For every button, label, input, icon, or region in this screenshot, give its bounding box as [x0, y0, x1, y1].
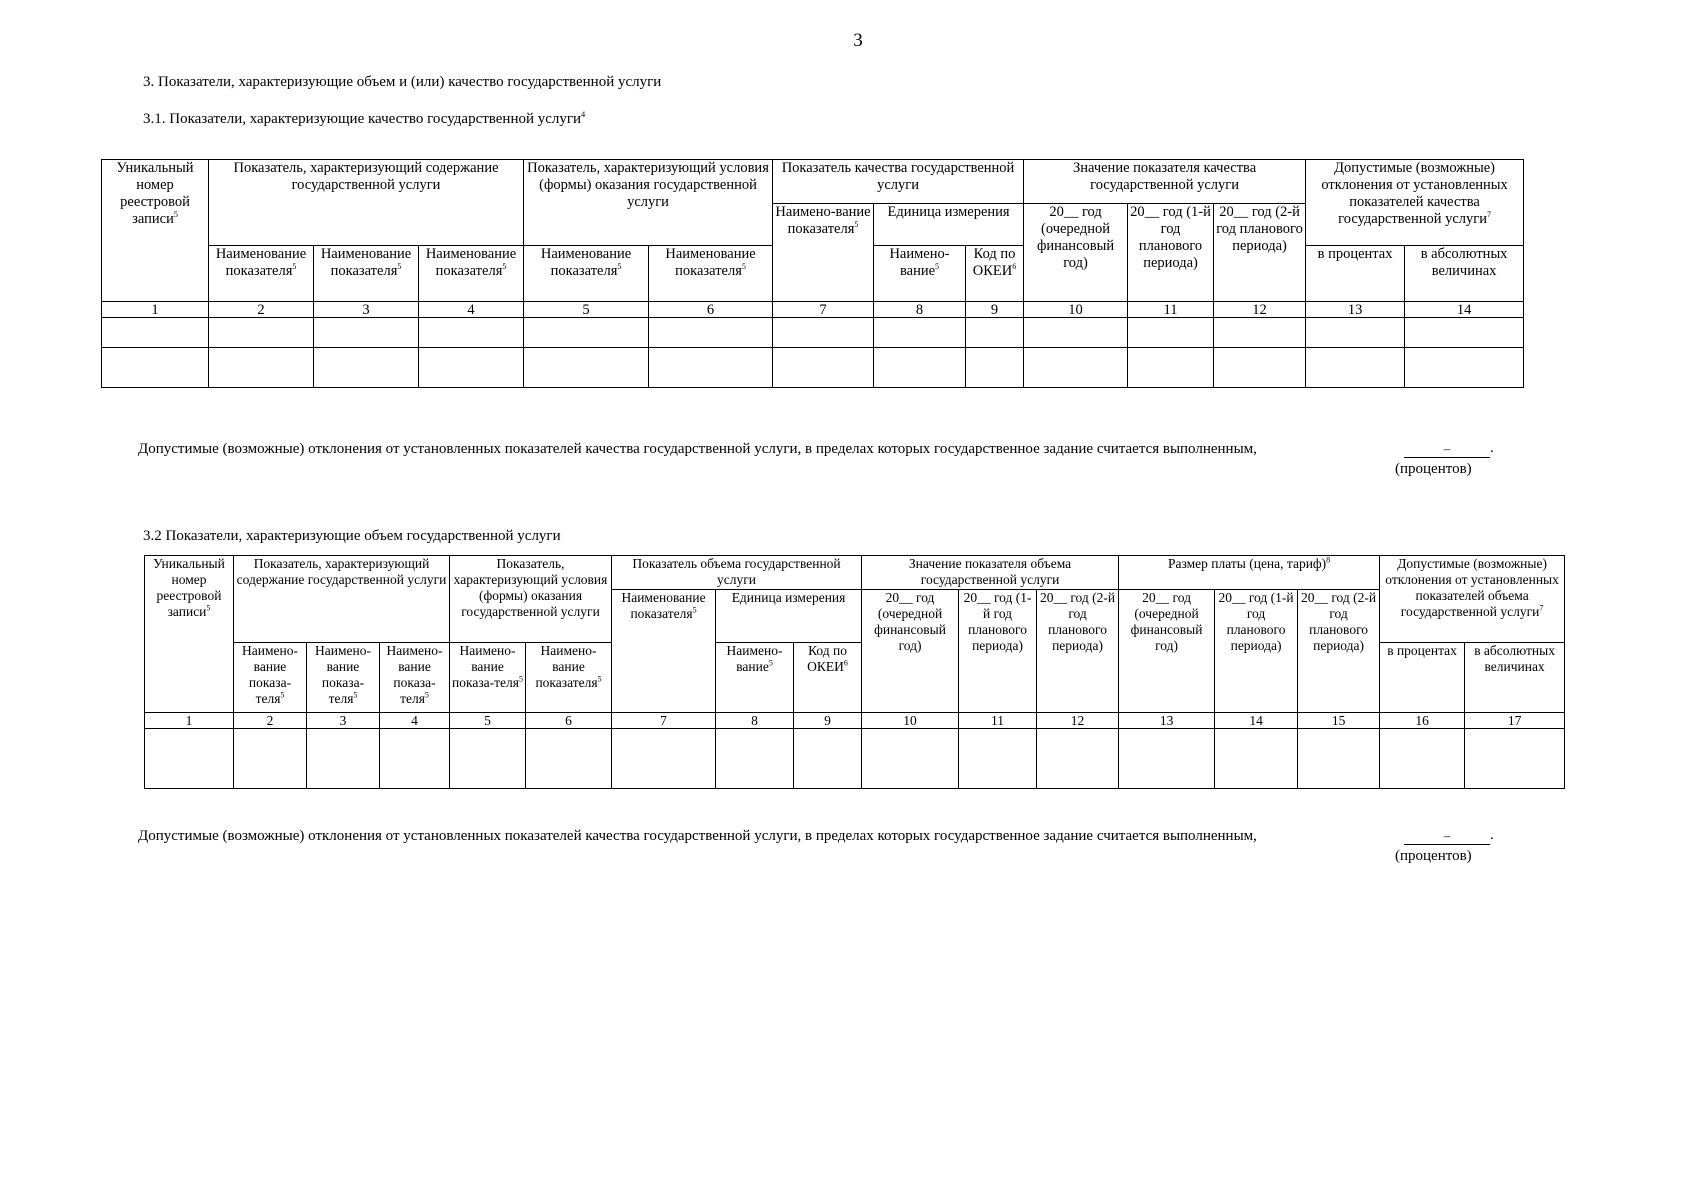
table-row — [102, 348, 1524, 388]
header-conditions: Показатель, характеризующий условия (формы) оказания государственной услуги — [450, 556, 612, 643]
column-number: 4 — [380, 713, 450, 729]
column-number: 1 — [145, 713, 234, 729]
header-content-name-2: Наимено-вание показа-теля$^5$ — [307, 643, 380, 713]
header-absolute: в абсолютных величинах — [1405, 246, 1524, 302]
column-number: 14 — [1405, 302, 1524, 318]
header-unit-name: Наимено-вание$^5$ — [716, 643, 794, 713]
deviation-caption-1: (процентов) — [1395, 461, 1472, 477]
header-content: Показатель, характеризующий содержание государственной услуги — [209, 160, 524, 246]
section-title: 3. Показатели, характеризующие объем и (или) качество государственной услуги — [143, 74, 662, 90]
column-number: 7 — [612, 713, 716, 729]
header-unit: Единица измерения — [874, 204, 1024, 246]
header-uid: Уникальный номер реестровой записи$^5$ — [145, 556, 234, 713]
column-number: 10 — [862, 713, 959, 729]
header-conditions: Показатель, характеризующий условия (формы) оказания государственной услуги — [524, 160, 773, 246]
header-fee-year-3: 20__ год (2-й год планового периода) — [1298, 590, 1380, 713]
volume-table — [144, 555, 1565, 789]
header-conditions-name-1: Наимено-вание показа-теля$^5$ — [450, 643, 526, 713]
header-fee-year-1: 20__ год (очередной финансовый год) — [1119, 590, 1215, 713]
header-content-name-2: Наименование показателя$^5$ — [314, 246, 419, 302]
column-number: 3 — [314, 302, 419, 318]
header-year-2: 20__ год (1-й год планового периода) — [959, 590, 1037, 713]
header-content-name-3: Наименование показателя$^5$ — [419, 246, 524, 302]
column-number: 6 — [526, 713, 612, 729]
header-percent: в процентах — [1380, 643, 1465, 713]
header-unit: Единица измерения — [716, 590, 862, 643]
quality-table — [101, 159, 1524, 388]
header-conditions-name-1: Наименование показателя$^5$ — [524, 246, 649, 302]
column-number: 12 — [1037, 713, 1119, 729]
column-number: 15 — [1298, 713, 1380, 729]
column-number: 16 — [1380, 713, 1465, 729]
header-absolute: в абсолютных величинах — [1465, 643, 1565, 713]
column-number: 13 — [1306, 302, 1405, 318]
header-year-3: 20__ год (2-й год планового периода) — [1037, 590, 1119, 713]
column-number: 14 — [1215, 713, 1298, 729]
column-number: 11 — [959, 713, 1037, 729]
volume-title: 3.2 Показатели, характеризующие объем государственной услуги — [143, 528, 561, 544]
column-number: 9 — [794, 713, 862, 729]
column-number-row — [145, 713, 1565, 729]
column-number: 5 — [450, 713, 526, 729]
header-unit-name: Наимено-вание$^5$ — [874, 246, 966, 302]
header-year-3: 20__ год (2-й год планового периода) — [1214, 204, 1306, 302]
header-okei: Код по ОКЕИ$^6$ — [966, 246, 1024, 302]
deviation-value-1: – — [1404, 440, 1490, 458]
column-number-row — [102, 302, 1524, 318]
deviation-note-1: Допустимые (возможные) отклонения от установленных показателей качества государственной услуги, в пределах которых государственное задание считается выполненным, — [138, 441, 1257, 457]
column-number: 6 — [649, 302, 773, 318]
column-number: 17 — [1465, 713, 1565, 729]
header-fee: Размер платы (цена, тариф)$^8$ — [1119, 556, 1380, 590]
column-number: 9 — [966, 302, 1024, 318]
header-uid: Уникальный номер реестровой записи$^5$ — [102, 160, 209, 302]
column-number: 4 — [419, 302, 524, 318]
quality-title: 3.1. Показатели, характеризующие качество государственной услуги$^4$ — [143, 110, 586, 127]
column-number: 7 — [773, 302, 874, 318]
column-number: 5 — [524, 302, 649, 318]
header-content-name-1: Наимено-вание показа-теля$^5$ — [234, 643, 307, 713]
column-number: 2 — [234, 713, 307, 729]
header-conditions-name-2: Наименование показателя$^5$ — [649, 246, 773, 302]
header-content: Показатель, характеризующий содержание государственной услуги — [234, 556, 450, 643]
header-year-2: 20__ год (1-й год планового периода) — [1128, 204, 1214, 302]
page-number: 3 — [853, 30, 863, 51]
header-year-1: 20__ год (очередной финансовый год) — [862, 590, 959, 713]
column-number: 8 — [874, 302, 966, 318]
deviation-note-2: Допустимые (возможные) отклонения от установленных показателей качества государственной услуги, в пределах которых государственное задание считается выполненным, — [138, 828, 1257, 844]
header-conditions-name-2: Наимено-вание показателя$^5$ — [526, 643, 612, 713]
header-percent: в процентах — [1306, 246, 1405, 302]
column-number: 12 — [1214, 302, 1306, 318]
period-2: . — [1490, 827, 1494, 843]
header-content-name-3: Наимено-вание показа-теля$^5$ — [380, 643, 450, 713]
column-number: 1 — [102, 302, 209, 318]
period-1: . — [1490, 440, 1494, 456]
header-indicator-name: Наименование показателя$^5$ — [612, 590, 716, 713]
header-deviation: Допустимые (возможные) отклонения от установленных показателей объема государственной услуги$^7$ — [1380, 556, 1565, 643]
header-fee-year-2: 20__ год (1-й год планового периода) — [1215, 590, 1298, 713]
deviation-caption-2: (процентов) — [1395, 848, 1472, 864]
header-value: Значение показателя объема государственной услуги — [862, 556, 1119, 590]
column-number: 10 — [1024, 302, 1128, 318]
header-indicator: Показатель объема государственной услуги — [612, 556, 862, 590]
header-content-name-1: Наименование показателя$^5$ — [209, 246, 314, 302]
column-number: 11 — [1128, 302, 1214, 318]
header-indicator: Показатель качества государственной услуги — [773, 160, 1024, 204]
header-okei: Код по ОКЕИ$^6$ — [794, 643, 862, 713]
table-row — [145, 729, 1565, 789]
header-year-1: 20__ год (очередной финансовый год) — [1024, 204, 1128, 302]
deviation-value-2: – — [1404, 827, 1490, 845]
column-number: 2 — [209, 302, 314, 318]
table-row — [102, 318, 1524, 348]
column-number: 3 — [307, 713, 380, 729]
header-indicator-name: Наимено-вание показателя$^5$ — [773, 204, 874, 302]
column-number: 8 — [716, 713, 794, 729]
header-value: Значение показателя качества государственной услуги — [1024, 160, 1306, 204]
column-number: 13 — [1119, 713, 1215, 729]
header-deviation: Допустимые (возможные) отклонения от установленных показателей качества государственной услуги$^7$ — [1306, 160, 1524, 246]
